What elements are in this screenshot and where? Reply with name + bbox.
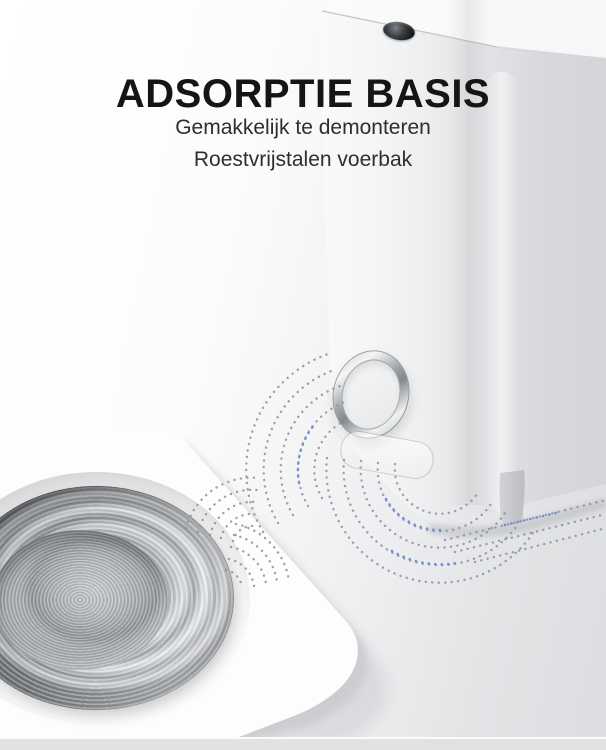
subtitle-line-2: Roestvrijstalen voerbak: [193, 148, 413, 171]
subtitle: [0, 112, 606, 176]
floor-edge: [0, 737, 606, 750]
subtitle-line-1: Gemakkelijk te demonteren: [175, 116, 431, 139]
headline: ADSORPTIE BASIS: [115, 71, 491, 116]
